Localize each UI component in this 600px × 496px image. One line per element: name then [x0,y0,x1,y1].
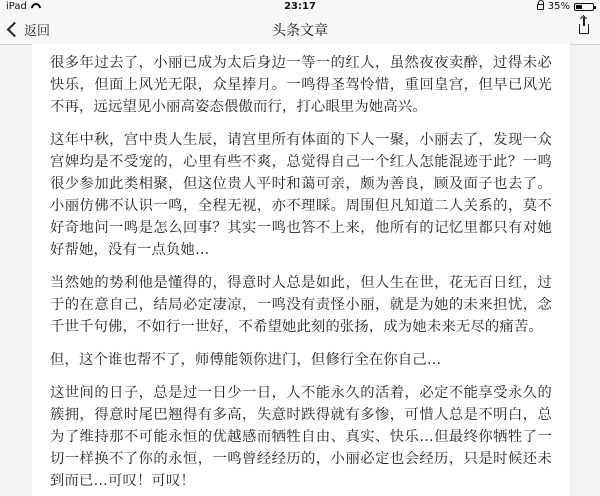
device-name: iPad [6,1,27,12]
page-title: 头条文章 [272,23,328,39]
article-content [32,44,570,496]
article-paragraph: 但，这个谁也帮不了，师傅能领你进门，但修行全在你自己… [50,352,442,368]
share-button[interactable] [578,19,592,33]
back-label: 返回 [24,24,51,39]
battery-fill [576,5,582,9]
article-paragraph: 很多年过去了，小丽已成为太后身边一等一的红人，虽然夜夜卖醉，过得未必快乐，但面上风光无限，众星捧月。一鸣得圣驾怜惜，重回皇宫，但早已风光不再，远远望见小丽高姿态偎傲而行，打心眼里为她高兴。 [50,55,552,115]
status-bar [0,0,600,14]
status-right [537,1,594,12]
status-time: 23:17 [284,1,316,12]
battery-icon [574,3,594,11]
battery-percent: 35% [547,1,570,12]
article-paragraph: 这世间的日子，总是过一日少一日，人不能永久的活着，必定不能享受永久的簇拥，得意时尾巴翘得有多高，失意时跌得就有多惨，可惜人总是不明白，总为了维持那不可能永恒的优越感而牺牲自由、真实、快乐…但最终你牺牲了一切一样换不了你的永恒，一鸣曾经经历的，小丽必定也会经历，只是时候还未到而已…可叹！可叹！ [50,385,552,489]
share-icon [579,24,589,34]
article-paragraph: 这年中秋，宫中贵人生辰，请宫里所有体面的下人一聚，小丽去了，发现一众宫婢均是不受宠的，心里有些不爽，总觉得自己一个红人怎能混迹于此？一鸣很少参加此类相聚，但这位贵人平时和蔼可亲，颇为善良，顾及面子也去了。小丽仿佛不认识一鸣，全程无视，亦不理睬。周围但凡知道二人关系的，莫不好奇地问一鸣是怎么回事？其实一鸣也答不上来，他所有的记忆里都只有对她好帮她，没有一点负她… [50,132,552,258]
nav-bar [0,14,600,45]
rotation-lock-icon [537,4,544,10]
article-paragraph: 当然她的势利他是懂得的，得意时人总是如此，但人生在世，花无百日红，过于的在意自己，结局必定凄凉，一鸣没有责怪小丽，就是为她的未来担忧，念千世千句佛，不如行一世好，不希望她此刻的张扬，成为她未来无尽的痛苦。 [50,275,552,335]
